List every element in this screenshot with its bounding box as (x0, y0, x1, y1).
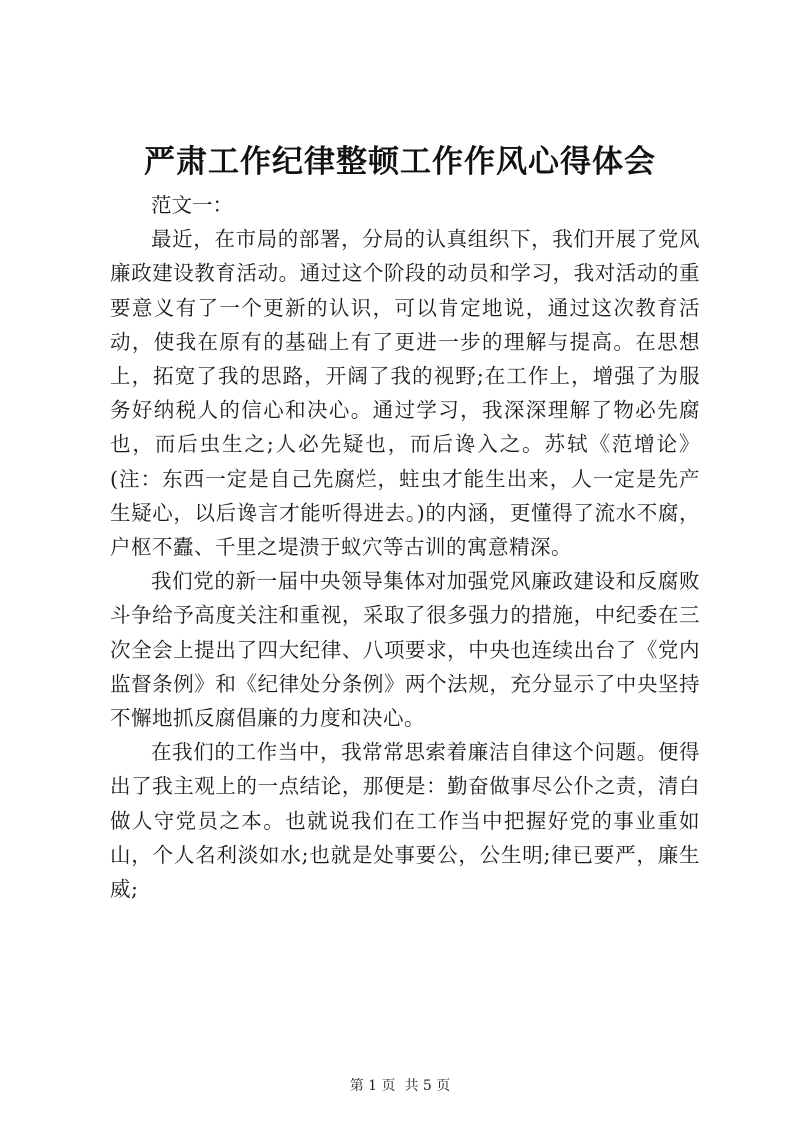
document-body (110, 188, 700, 906)
page-number-label: 第 1 页 共 5 页 (349, 1078, 451, 1094)
paragraph-3: 在我们的工作当中，我常常思索着廉洁自律这个问题。便得出了我主观上的一点结论，那便是：勤奋做事尽公仆之责，清白做人守党员之本。也就说我们在工作当中把握好党的事业重如山，个人名利淡如水;也就是处事要公，公生明;律已要严，廉生威; (110, 740, 700, 902)
paragraph-1: 最近，在市局的部署，分局的认真组织下，我们开展了党风廉政建设教育活动。通过这个阶段的动员和学习，我对活动的重要意义有了一个更新的认识，可以肯定地说，通过这次教育活动，使我在原有的基础上有了更进一步的理解与提高。在思想上，拓宽了我的思路，开阔了我的视野;在工作上，增强了为服务好纳税人的信心和决心。通过学习，我深深理解了物必先腐也，而后虫生之;人必先疑也，而后谗入之。苏轼《范增论》(注：东西一定是自己先腐烂，蛀虫才能生出来，人一定是先产生疑心，以后谗言才能听得进去。)的内涵，更懂得了流水不腐，户枢不蠹、千里之堤溃于蚁穴等古训的寓意精深。 (110, 227, 700, 560)
section-heading: 范文一： (151, 193, 233, 217)
document-title: 严肃工作纪律整顿工作作风心得体会 (144, 144, 656, 180)
page-footer (0, 1076, 800, 1096)
paragraph-2: 我们党的新一届中央领导集体对加强党风廉政建设和反腐败斗争给予高度关注和重视，采取了很多强力的措施，中纪委在三次全会上提出了四大纪律、八项要求，中央也连续出台了《党内监督条例》和《纪律处分条例》两个法规，充分显示了中央坚持不懈地抓反腐倡廉的力度和决心。 (110, 569, 700, 731)
